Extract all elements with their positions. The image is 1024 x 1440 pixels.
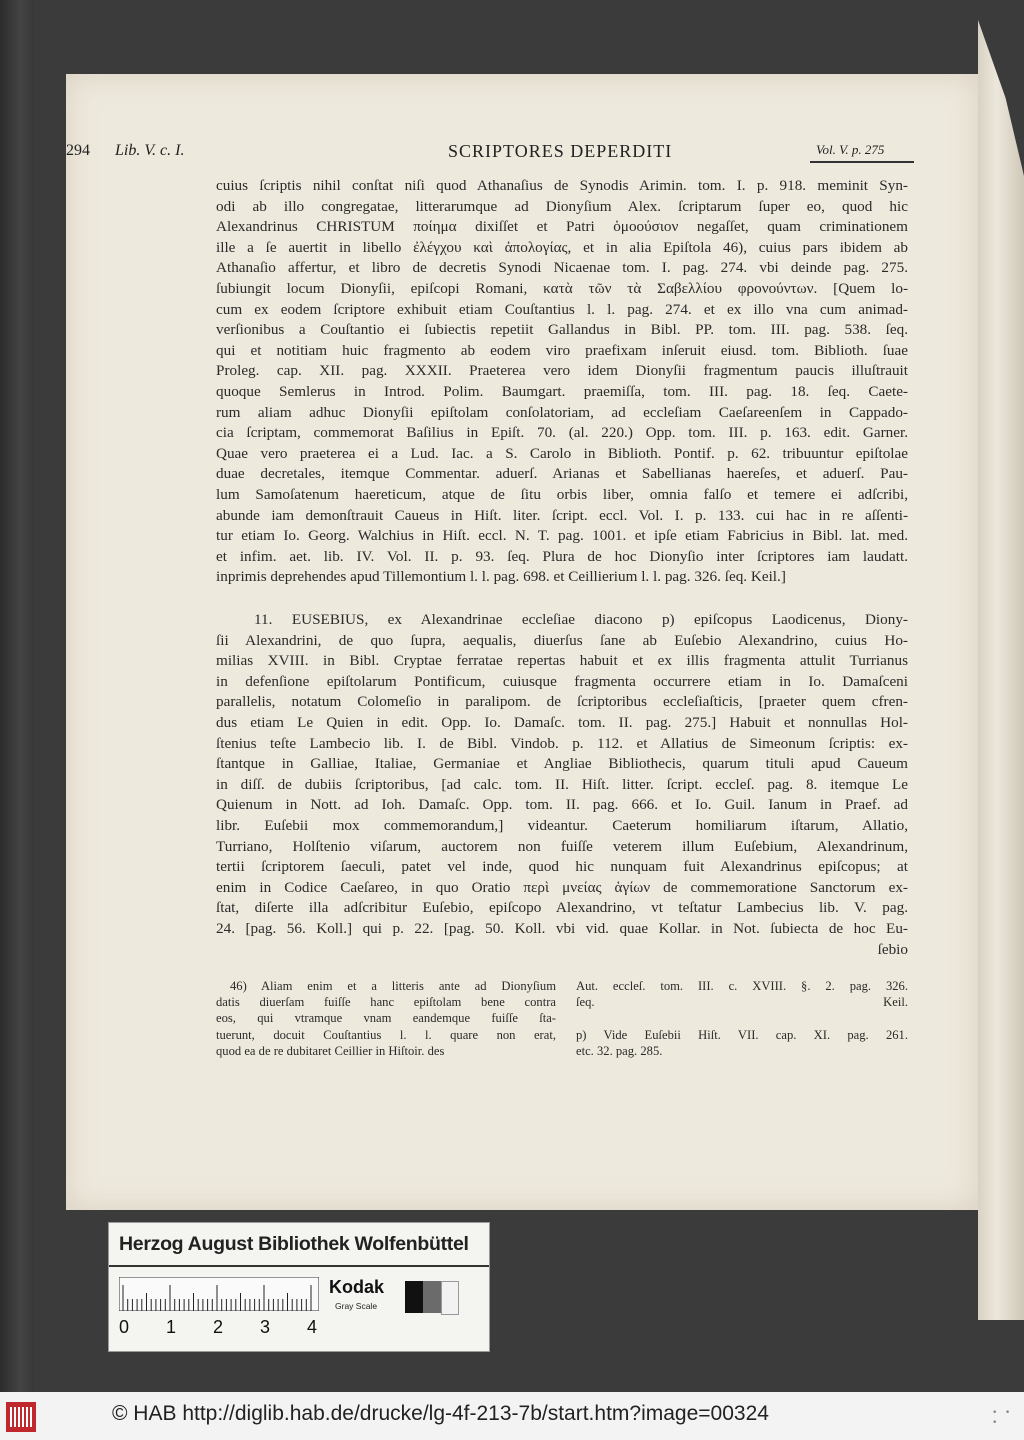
running-head-ref: Vol. V. p. 275: [816, 142, 885, 157]
text-line: et infim. aet. lib. IV. Vol. II. p. 93. ſeq. Plura de hoc Dionyſio inter ſcriptores iam laudatt.: [216, 547, 908, 565]
text-line: p) Vide Euſebii Hiſt. VII. cap. XI. pag. 261.: [576, 1027, 908, 1042]
footnote-46: [216, 978, 556, 1059]
scale-number: 2: [213, 1317, 224, 1337]
text-line: libr. Euſebii mox commemorandum,] videantur. Caeterum homiliarum iſtarum, Allatio,: [216, 816, 908, 834]
running-head-rule: [810, 161, 914, 163]
text-line: cuius ſcriptis nihil conſtat niſi quod Athanaſius de Synodis Arimin. tom. I. p. 918. meminit Syn-: [216, 177, 908, 194]
text-line: ſii Alexandrini, de quo ſupra, aequalis, diuerſus ſane ab Euſebio Alexandrino, cuius Ho-: [216, 631, 908, 649]
text-line: 11. EUSEBIUS, ex Alexandrinae eccleſiae diacono p) epiſcopus Laodicenus, Diony-: [254, 611, 908, 628]
text-line: lum Samoſatenum haereticum, atque de ſitu orbis liber, omnia falſo et temere ei adſcribi,: [216, 485, 908, 503]
text-line: rum aliam adhuc Dionyſii epiſtolam conſolatoriam, ad eccleſiam Caeſareenſem in Cappado-: [216, 403, 908, 421]
gray-patch-white: [441, 1281, 459, 1315]
footer-copyright-url[interactable]: © HAB http://diglib.hab.de/drucke/lg-4f-213-7b/start.htm?image=00324: [112, 1402, 769, 1425]
text-line: inprimis deprehendes apud Tillemontium l. l. pag. 698. et Ceillierium l. l. pag. 326. ſeq. Keil.]: [216, 568, 786, 586]
text-line: 24. [pag. 56. Koll.] qui p. 22. [pag. 50. Koll. vbi vid. quae Kollar. in Not. ſubiecta de hoc Eu-: [216, 919, 908, 937]
scale-number: 3: [260, 1317, 271, 1337]
body-paragraph-2: [216, 610, 908, 960]
text-line: dus etiam Le Quien in edit. Opp. Io. Damaſc. tom. II. pag. 275.] Habuit et nonnullas Hol-: [216, 713, 908, 731]
text-line: Quae vero praeterea ei a Lud. Iac. a S. Carolo in Biblioth. Pontif. p. 62. tribuuntur epiſtolae: [216, 444, 908, 462]
text-line: in diſſ. de dubiis ſcriptoribus, [ad calc. tom. II. Hiſt. litter. ſcript. eccleſ. pag. 8. itemque Le: [216, 775, 908, 793]
text-line: ſubiungit locum Dionyſii, epiſcopi Romani, κατὰ τῶν τὰ Σαβελλίου φρονούντων. [Quem lo-: [216, 279, 908, 297]
running-head-title: SCRIPTORES DEPERDITI: [448, 141, 673, 161]
scale-ruler: [119, 1277, 319, 1311]
text-line: Athanaſio affertur, et libro de decretis Synodi Nicaenae tom. I. pag. 274. vbi deinde pag. 275.: [216, 259, 908, 277]
text-line: 46) Aliam enim et a litteris ante ad Dionyſium: [230, 979, 556, 993]
text-line: tur etiam Io. Georg. Walchius in Hiſt. eccl. N. T. pag. 1001. et ipſe etiam Fabricius in Bibl. lat. med.: [216, 527, 908, 545]
text-line: etc. 32. pag. 285.: [576, 1043, 663, 1058]
text-line: abunde iam demonſtrauit Caueus in Hiſt. liter. ſcript. eccl. Vol. I. p. 133. cui hac in re aſſenti-: [216, 506, 908, 524]
scale-number: 1: [166, 1317, 177, 1337]
text-line: quod ea de re dubitaret Ceillier in Hiſtoir. des: [216, 1043, 445, 1058]
text-line: milias XVIII. in Bibl. Cryptae ferratae repertas habuit et ex illis fragmenta attulit Turrianus: [216, 652, 908, 670]
scale-number: 0: [119, 1317, 130, 1337]
text-line: datis diuerſam fuiſſe hanc epiſtolam bene contra: [216, 995, 556, 1010]
next-page-edge: [978, 20, 1024, 1320]
text-line: in defenſione epiſtolarum Pontificum, cuiusque fragmenta occurrere etiam in Io. Damaſceni: [216, 672, 908, 690]
kodak-brand: Kodak: [329, 1277, 385, 1297]
text-line: Turriano, Holſtenio viſarum, auctorem non fuiſſe veterem illum Euſebium, Alexandrinum,: [216, 837, 908, 855]
text-line: Alexandrinus CHRISTUM ποίημα dixiſſet et Patri ὁμοούσιον negaſſet, quam criminationem: [216, 218, 908, 236]
library-name: Herzog August Bibliothek Wolfenbüttel: [119, 1233, 469, 1255]
archive-label-card: [108, 1222, 490, 1352]
running-head-book: Lib. V. c. I.: [115, 142, 185, 159]
scale-number: 4: [307, 1317, 318, 1337]
gray-patch-black: [405, 1281, 423, 1313]
body-paragraph-1: [216, 176, 908, 588]
text-line: cum ex eodem ſcriptore exhibuit etiam Couſtantius l. l. pag. 274. et ex illo vna cum animad-: [216, 300, 908, 318]
text-line: parallelis, notatum Colomeſio in paralipom. de ſcriptoribus eccleſiaſticis, [praeter quem cfren-: [216, 693, 908, 711]
text-line: Proleg. cap. XII. pag. XXXII. Praeterea vero idem Dionyſii fragmentum paucis illuſtrauit: [216, 362, 908, 380]
footer-bar: [0, 1392, 1024, 1440]
hab-logo-icon: [6, 1402, 36, 1432]
text-line: [576, 1010, 908, 1026]
text-line: ille a ſe auertit in libello ἐλέγχου καὶ ἀπολογίας, et in alia Epiſtola 46), cuius pars ibidem ab: [216, 238, 908, 256]
text-line: ſeq. Keil.: [576, 995, 908, 1010]
page-number: 294: [66, 142, 90, 159]
text-line: ſtenius teſte Lambecio lib. I. de Bibl. Vindob. p. 112. et Allatius de Simeonum ſcriptis: ex-: [216, 734, 908, 752]
text-line: cia ſcriptam, commemorat Baſilius in Epiſt. 70. (al. 220.) Opp. tom. III. p. 163. edit. Garner.: [216, 424, 908, 442]
text-line: verſionibus a Couſtantio ei ſubiectis repetiit Gallandus in Bibl. PP. tom. III. pag. 538. ſeq.: [216, 321, 908, 339]
text-line: duae decretales, itemque Commentar. aduerſ. Arianas et Sabellianas haereſes, et aduerſ. Pau-: [216, 465, 908, 483]
text-line: Aut. eccleſ. tom. III. c. XVIII. §. 2. pag. 326.: [576, 979, 908, 993]
text-line: tuerunt, docuit Couſtantius l. l. quare non erat,: [216, 1027, 556, 1042]
text-line: enim in Codice Caeſareo, in quo Oratio περὶ μνείας ἁγίων de commemoratione Sanctorum ex-: [216, 878, 908, 896]
text-line: eos, qui vtramque vnam eandemque fuiſſe ſta-: [216, 1011, 556, 1026]
text-line: ſtat, diſerte illa adſcribitur Euſebio, epiſcopo Alexandrino, vt teſtatur Lambecius lib. V. pag.: [216, 899, 908, 917]
text-line: quoque Semlerus in Introd. Polim. Baumgart. praemiſſa, tom. III. pag. 18. ſeq. Caete-: [216, 382, 908, 400]
text-line: ſebio: [877, 940, 908, 958]
kodak-gray-scale-label: Gray Scale: [335, 1301, 378, 1311]
label-divider: [109, 1265, 489, 1267]
book-spine: [0, 0, 34, 1392]
gray-patch-mid: [423, 1281, 441, 1313]
text-line: tertii ſcriptorem ſaeculi, patet vel inde, quod hic nunquam fuit Alexandrinus epiſcopus; at: [216, 858, 908, 876]
text-line: ſtantque in Galliae, Italiae, Germaniae et Angliae Bibliothecis, quarum tituli apud Caueum: [216, 755, 908, 773]
text-line: Quienum in Nott. ad Ioh. Damaſc. Opp. tom. II. pag. 666. et Io. Guil. Ianum in Praef. ad: [216, 796, 908, 814]
footnote-continuation: [576, 978, 908, 1059]
text-line: qui et notitiam huic fragmento ab eodem viro praefixam inſeruit eiusd. tom. Biblioth. ſuae: [216, 341, 908, 359]
text-line: odi ab illo congregatae, litterarumque ad Dionyſium Alex. ſcriptarum ſuper eo, quod hic: [216, 197, 908, 215]
footer-dots: • • •: [992, 1408, 1012, 1428]
scale-numbers: [115, 1317, 335, 1339]
